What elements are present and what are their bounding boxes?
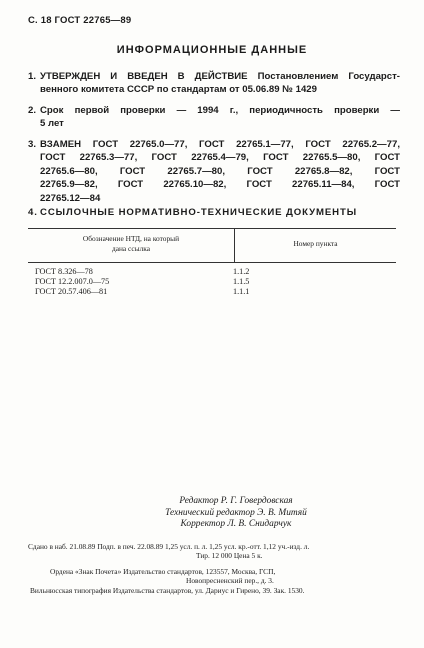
item-4-number: 4. — [28, 207, 38, 218]
item-3-number: 3. — [28, 139, 37, 150]
table-header-document-line-1: Обозначение НТД, на который — [82, 234, 180, 243]
imprint-line-3: Ордена «Знак Почета» Издательство стандартов, 123557, Москва, ГСП, — [50, 567, 276, 576]
table-cell-doc: ГОСТ 12.2.007.0—75 — [35, 277, 110, 286]
table-header-document-line-2: дана ссылка — [111, 244, 151, 253]
credits-block — [0, 496, 424, 531]
table-cell-doc: ГОСТ 8.326—78 — [35, 267, 93, 276]
item-1-line-1: УТВЕРЖДЕН И ВВЕДЕН В ДЕЙСТВИЕ Постановлением Государст- — [40, 71, 400, 82]
section-title: ИНФОРМАЦИОННЫЕ ДАННЫЕ — [116, 44, 308, 56]
item-4-heading: ССЫЛОЧНЫЕ НОРМАТИВНО-ТЕХНИЧЕСКИЕ ДОКУМЕНТЫ — [40, 207, 358, 218]
table-cell-clause: 1.1.5 — [233, 277, 250, 286]
item-2-line-1: Срок первой проверки — 1994 г., периодичность проверки — — [40, 105, 400, 116]
item-4 — [28, 206, 400, 219]
item-1-number: 1. — [28, 71, 37, 82]
item-1-line-2: венного комитета СССР по стандартам от 05.06.89 № 1429 — [40, 84, 317, 96]
reference-table — [28, 228, 396, 308]
item-1 — [28, 70, 400, 97]
item-3-line-5: 22765.12—84 — [40, 192, 101, 204]
imprint-line-4: Новопресненский пер., д. 3. — [186, 576, 274, 585]
table-header-clause: Номер пункта — [293, 239, 338, 248]
tech-editor-credit: Технический редактор Э. В. Митяй — [165, 507, 307, 518]
table-cell-clause: 1.1.1 — [233, 287, 250, 296]
table-cell-clause: 1.1.2 — [233, 267, 250, 276]
imprint-line-1: Сдано в наб. 21.08.89 Подп. в печ. 22.08.89 1,25 усл. п. л. 1,25 усл. кр.-отт. 1,12 уч.-изд. л. — [28, 542, 310, 551]
corrector-credit: Корректор Л. В. Снидарчук — [180, 519, 292, 530]
table-header-document — [28, 234, 234, 254]
table-cell-doc: ГОСТ 20.57.406—81 — [35, 287, 108, 296]
item-3-line-4: 22765.9—82, ГОСТ 22765.10—82, ГОСТ 22765.11—84, ГОСТ — [40, 179, 400, 191]
page-header: С. 18 ГОСТ 22765—89 — [28, 15, 132, 26]
table-header-rule — [28, 262, 396, 263]
item-2 — [28, 104, 400, 131]
item-3 — [28, 138, 400, 205]
item-2-line-2: 5 лет — [40, 118, 64, 130]
item-3-line-2: ГОСТ 22765.3—77, ГОСТ 22765.4—79, ГОСТ 22765.5—80, ГОСТ — [40, 152, 400, 164]
editor-credit: Редактор Р. Г. Говердовская — [179, 496, 293, 506]
item-2-number: 2. — [28, 105, 37, 116]
item-3-line-3: 22765.6—80, ГОСТ 22765.7—80, ГОСТ 22765.8—82, ГОСТ — [40, 165, 400, 177]
item-3-line-1: ВЗАМЕН ГОСТ 22765.0—77, ГОСТ 22765.1—77, ГОСТ 22765.2—77, — [40, 139, 400, 150]
imprint-line-5: Вильнюсская типография Издательства стандартов, ул. Дариус и Гирено, 39. Зак. 1530. — [30, 586, 305, 595]
imprint-line-2: Тир. 12 000 Цена 5 к. — [196, 551, 263, 560]
table-top-rule — [28, 228, 396, 229]
